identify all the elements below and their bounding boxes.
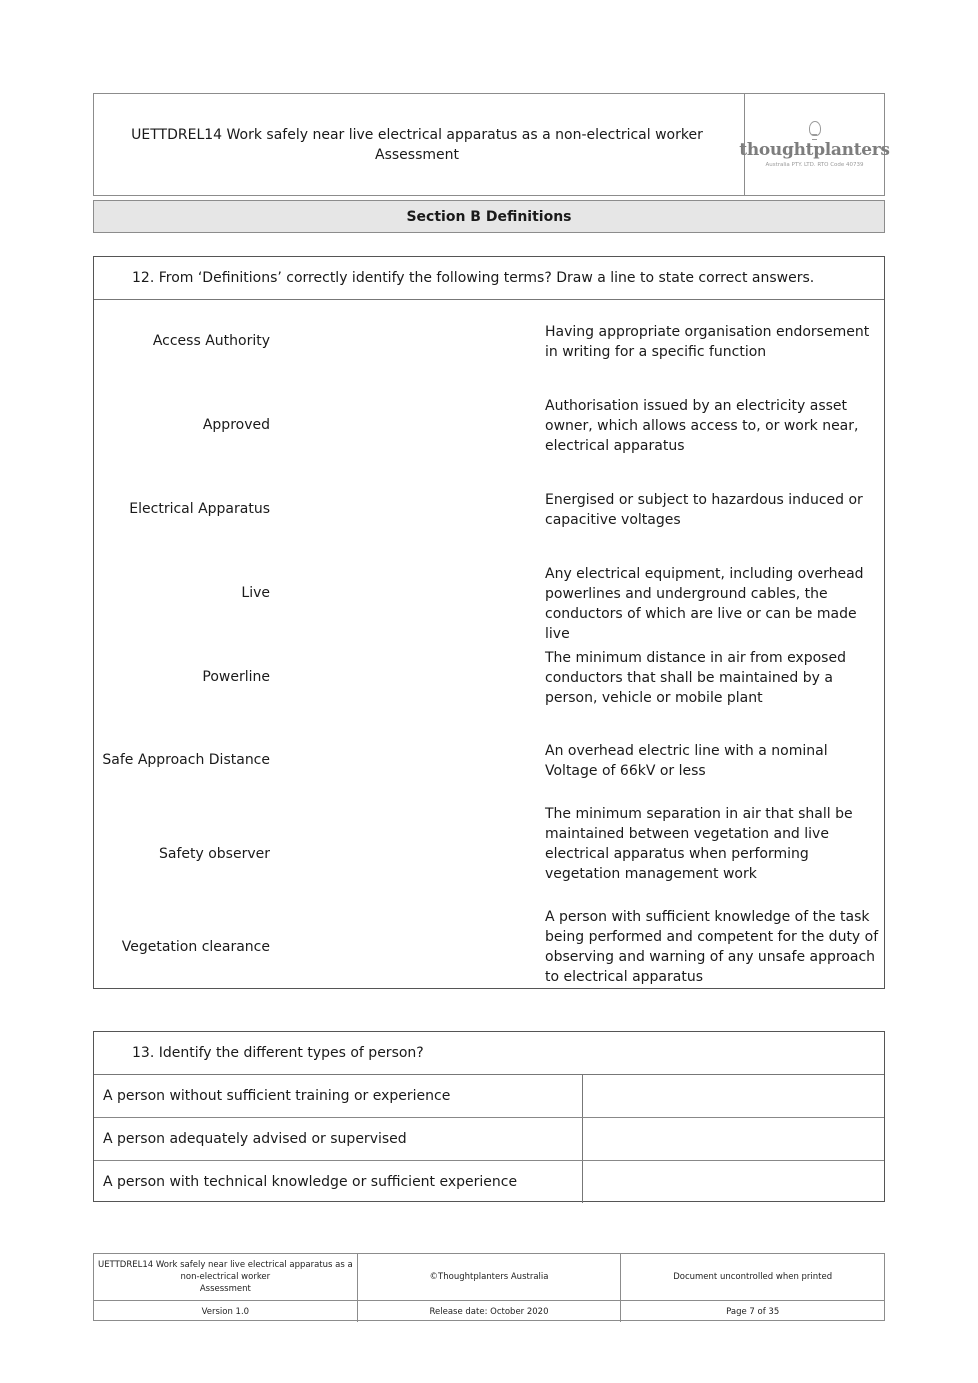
person-type-label: A person without sufficient training or experience <box>94 1075 583 1117</box>
definition-item[interactable]: The minimum separation in air that shall be maintained between vegetation and live electrical apparatus when performing vegetation management work <box>545 806 853 882</box>
table-row <box>94 1118 884 1161</box>
page-footer <box>93 1253 885 1321</box>
question-12-prompt: 12. From ‘Definitions’ correctly identify the following terms? Draw a line to state correct answers. <box>94 257 884 300</box>
footer-page-number: Page 7 of 35 <box>726 1306 780 1317</box>
term-safe-approach-distance[interactable]: Safe Approach Distance <box>102 752 270 768</box>
document-title <box>94 94 745 195</box>
definition-item[interactable]: Energised or subject to hazardous induced or capacitive voltages <box>545 492 863 528</box>
answer-field[interactable] <box>583 1075 884 1117</box>
definition-item[interactable]: Any electrical equipment, including overhead powerlines and underground cables, the conductors of which are live or can be made live <box>545 566 864 642</box>
footer-row-top <box>94 1254 884 1301</box>
document-header <box>93 93 890 196</box>
term-safety-observer[interactable]: Safety observer <box>158 846 270 862</box>
answer-field[interactable] <box>583 1118 884 1160</box>
term-powerline[interactable]: Powerline <box>202 669 270 685</box>
footer-version: Version 1.0 <box>94 1301 358 1322</box>
definition-item[interactable]: Having appropriate organisation endorsement in writing for a specific function <box>545 324 870 360</box>
footer-row-bottom <box>94 1301 884 1322</box>
table-row <box>94 1075 884 1118</box>
table-row <box>94 1161 884 1203</box>
definition-item[interactable]: An overhead electric line with a nominal Voltage of 66kV or less <box>545 743 828 779</box>
footer-document-name <box>94 1254 358 1300</box>
footer-release-date: Release date: October 2020 <box>358 1301 622 1322</box>
footer-doc-line3: Assessment <box>199 1284 251 1294</box>
definition-item[interactable]: The minimum distance in air from exposed conductors that shall be maintained by a person, vehicle or mobile plant <box>545 650 846 706</box>
term-live[interactable]: Live <box>241 585 270 601</box>
lightbulb-icon <box>809 121 821 136</box>
document-title-line1: UETTDREL14 Work safely near live electrical apparatus as a non-electrical worker <box>131 126 703 143</box>
logo-wordmark: thoughtplanters <box>739 140 890 160</box>
term-electrical-apparatus[interactable]: Electrical Apparatus <box>129 501 270 517</box>
thoughtplanters-logo <box>739 94 890 195</box>
logo-tagline: Australia PTY. LTD. RTO Code 40739 <box>765 162 864 168</box>
footer-notice: Document uncontrolled when printed <box>673 1272 833 1282</box>
section-heading: Section B Definitions <box>93 200 885 233</box>
question-13-prompt: 13. Identify the different types of person? <box>94 1032 884 1075</box>
person-type-label: A person adequately advised or supervised <box>94 1118 583 1160</box>
person-type-label: A person with technical knowledge or sufficient experience <box>94 1161 583 1203</box>
question-12-box <box>93 256 885 989</box>
term-approved[interactable]: Approved <box>202 417 270 433</box>
definition-item[interactable]: A person with sufficient knowledge of the task being performed and competent for the duty of observing and warning of any unsafe approach to electrical apparatus <box>545 909 879 985</box>
definition-item[interactable]: Authorisation issued by an electricity asset owner, which allows access to, or work near, electrical apparatus <box>545 398 859 454</box>
footer-doc-line1: UETTDREL14 Work safely near live electrical apparatus as a <box>97 1260 353 1270</box>
answer-field[interactable] <box>583 1161 884 1203</box>
footer-copyright: ©Thoughtplanters Australia <box>358 1254 622 1300</box>
document-title-line2: Assessment <box>375 146 459 163</box>
term-vegetation-clearance[interactable]: Vegetation clearance <box>121 939 270 955</box>
footer-doc-line2: non-electrical worker <box>180 1272 271 1282</box>
question-13-box <box>93 1031 885 1202</box>
term-access-authority[interactable]: Access Authority <box>152 333 270 349</box>
